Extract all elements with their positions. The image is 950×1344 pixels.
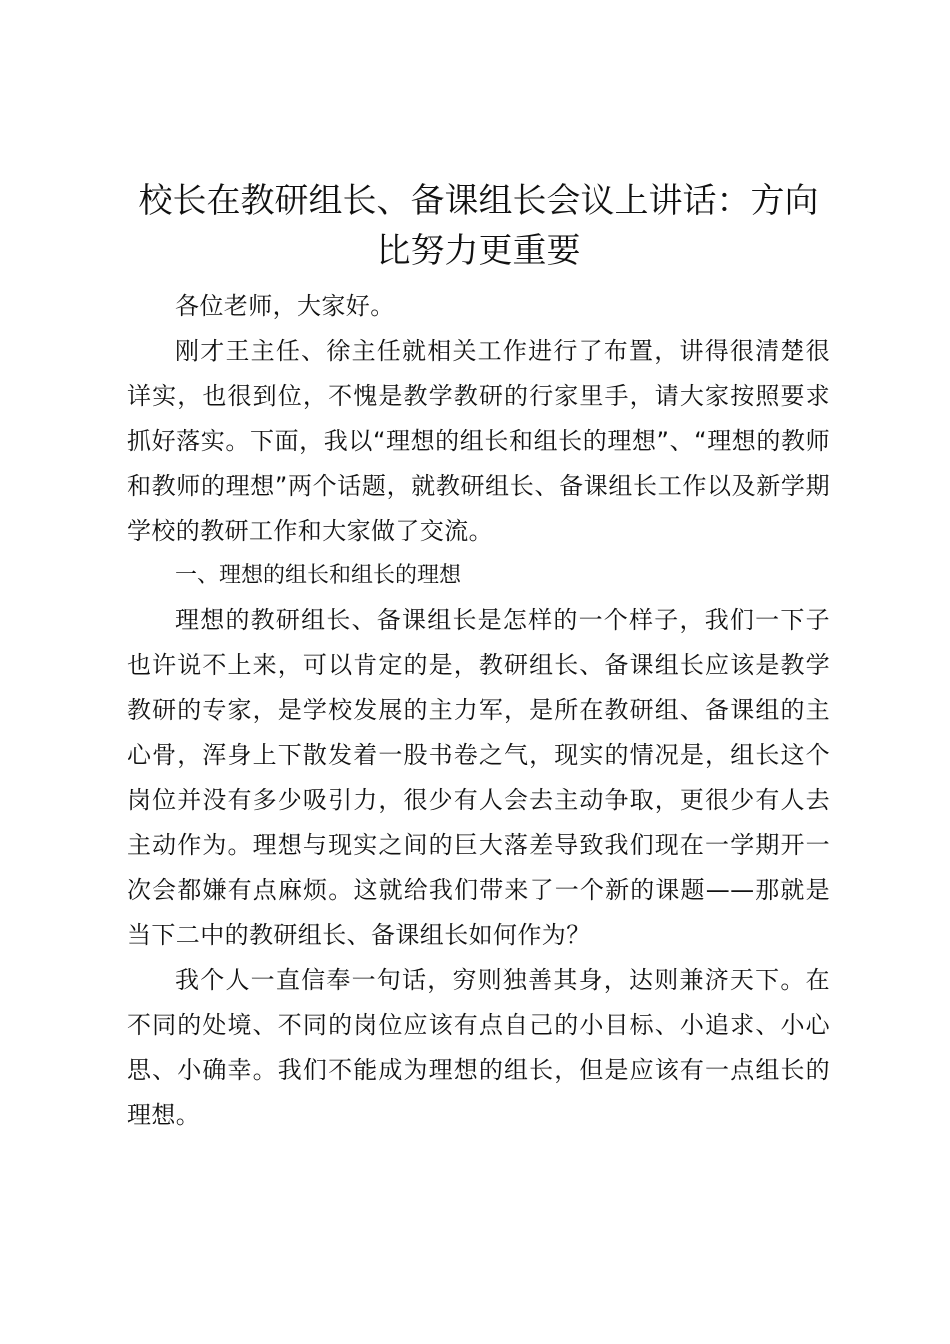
document-body	[127, 284, 830, 1138]
document-title: 校长在教研组长、备课组长会议上讲话：方向比努力更重要	[138, 181, 819, 271]
paragraph-closing: 我个人一直信奉一句话，穷则独善其身，达则兼济天下。在不同的处境、不同的岗位应该有点自己的小目标、小追求、小心思、小确幸。我们不能成为理想的组长，但是应该有一点组长的理想。	[127, 966, 830, 1129]
section-heading: 一、理想的组长和组长的理想	[175, 563, 462, 588]
paragraph-greeting: 各位老师，大家好。	[175, 292, 395, 320]
paragraph-section-body: 理想的教研组长、备课组长是怎样的一个样子，我们一下子也许说不上来，可以肯定的是，教研组长、备课组长应该是教学教研的专家，是学校发展的主力军，是所在教研组、备课组的主心骨，浑身上下散发着一股书卷之气，现实的情况是，组长这个岗位并没有多少吸引力，很少有人会去主动争取，更很少有人去主动作为。理想与现实之间的巨大落差导致我们现在一学期开一次会都嫌有点麻烦。这就给我们带来了一个新的课题——那就是当下二中的教研组长、备课组长如何作为？	[127, 606, 830, 949]
document-page	[127, 176, 830, 1138]
paragraph-intro: 刚才王主任、徐主任就相关工作进行了布置，讲得很清楚很详实，也很到位，不愧是教学教研的行家里手，请大家按照要求抓好落实。下面，我以“理想的组长和组长的理想”、“理想的教师和教师的理想”两个话题，就教研组长、备课组长工作以及新学期学校的教研工作和大家做了交流。	[127, 337, 830, 545]
